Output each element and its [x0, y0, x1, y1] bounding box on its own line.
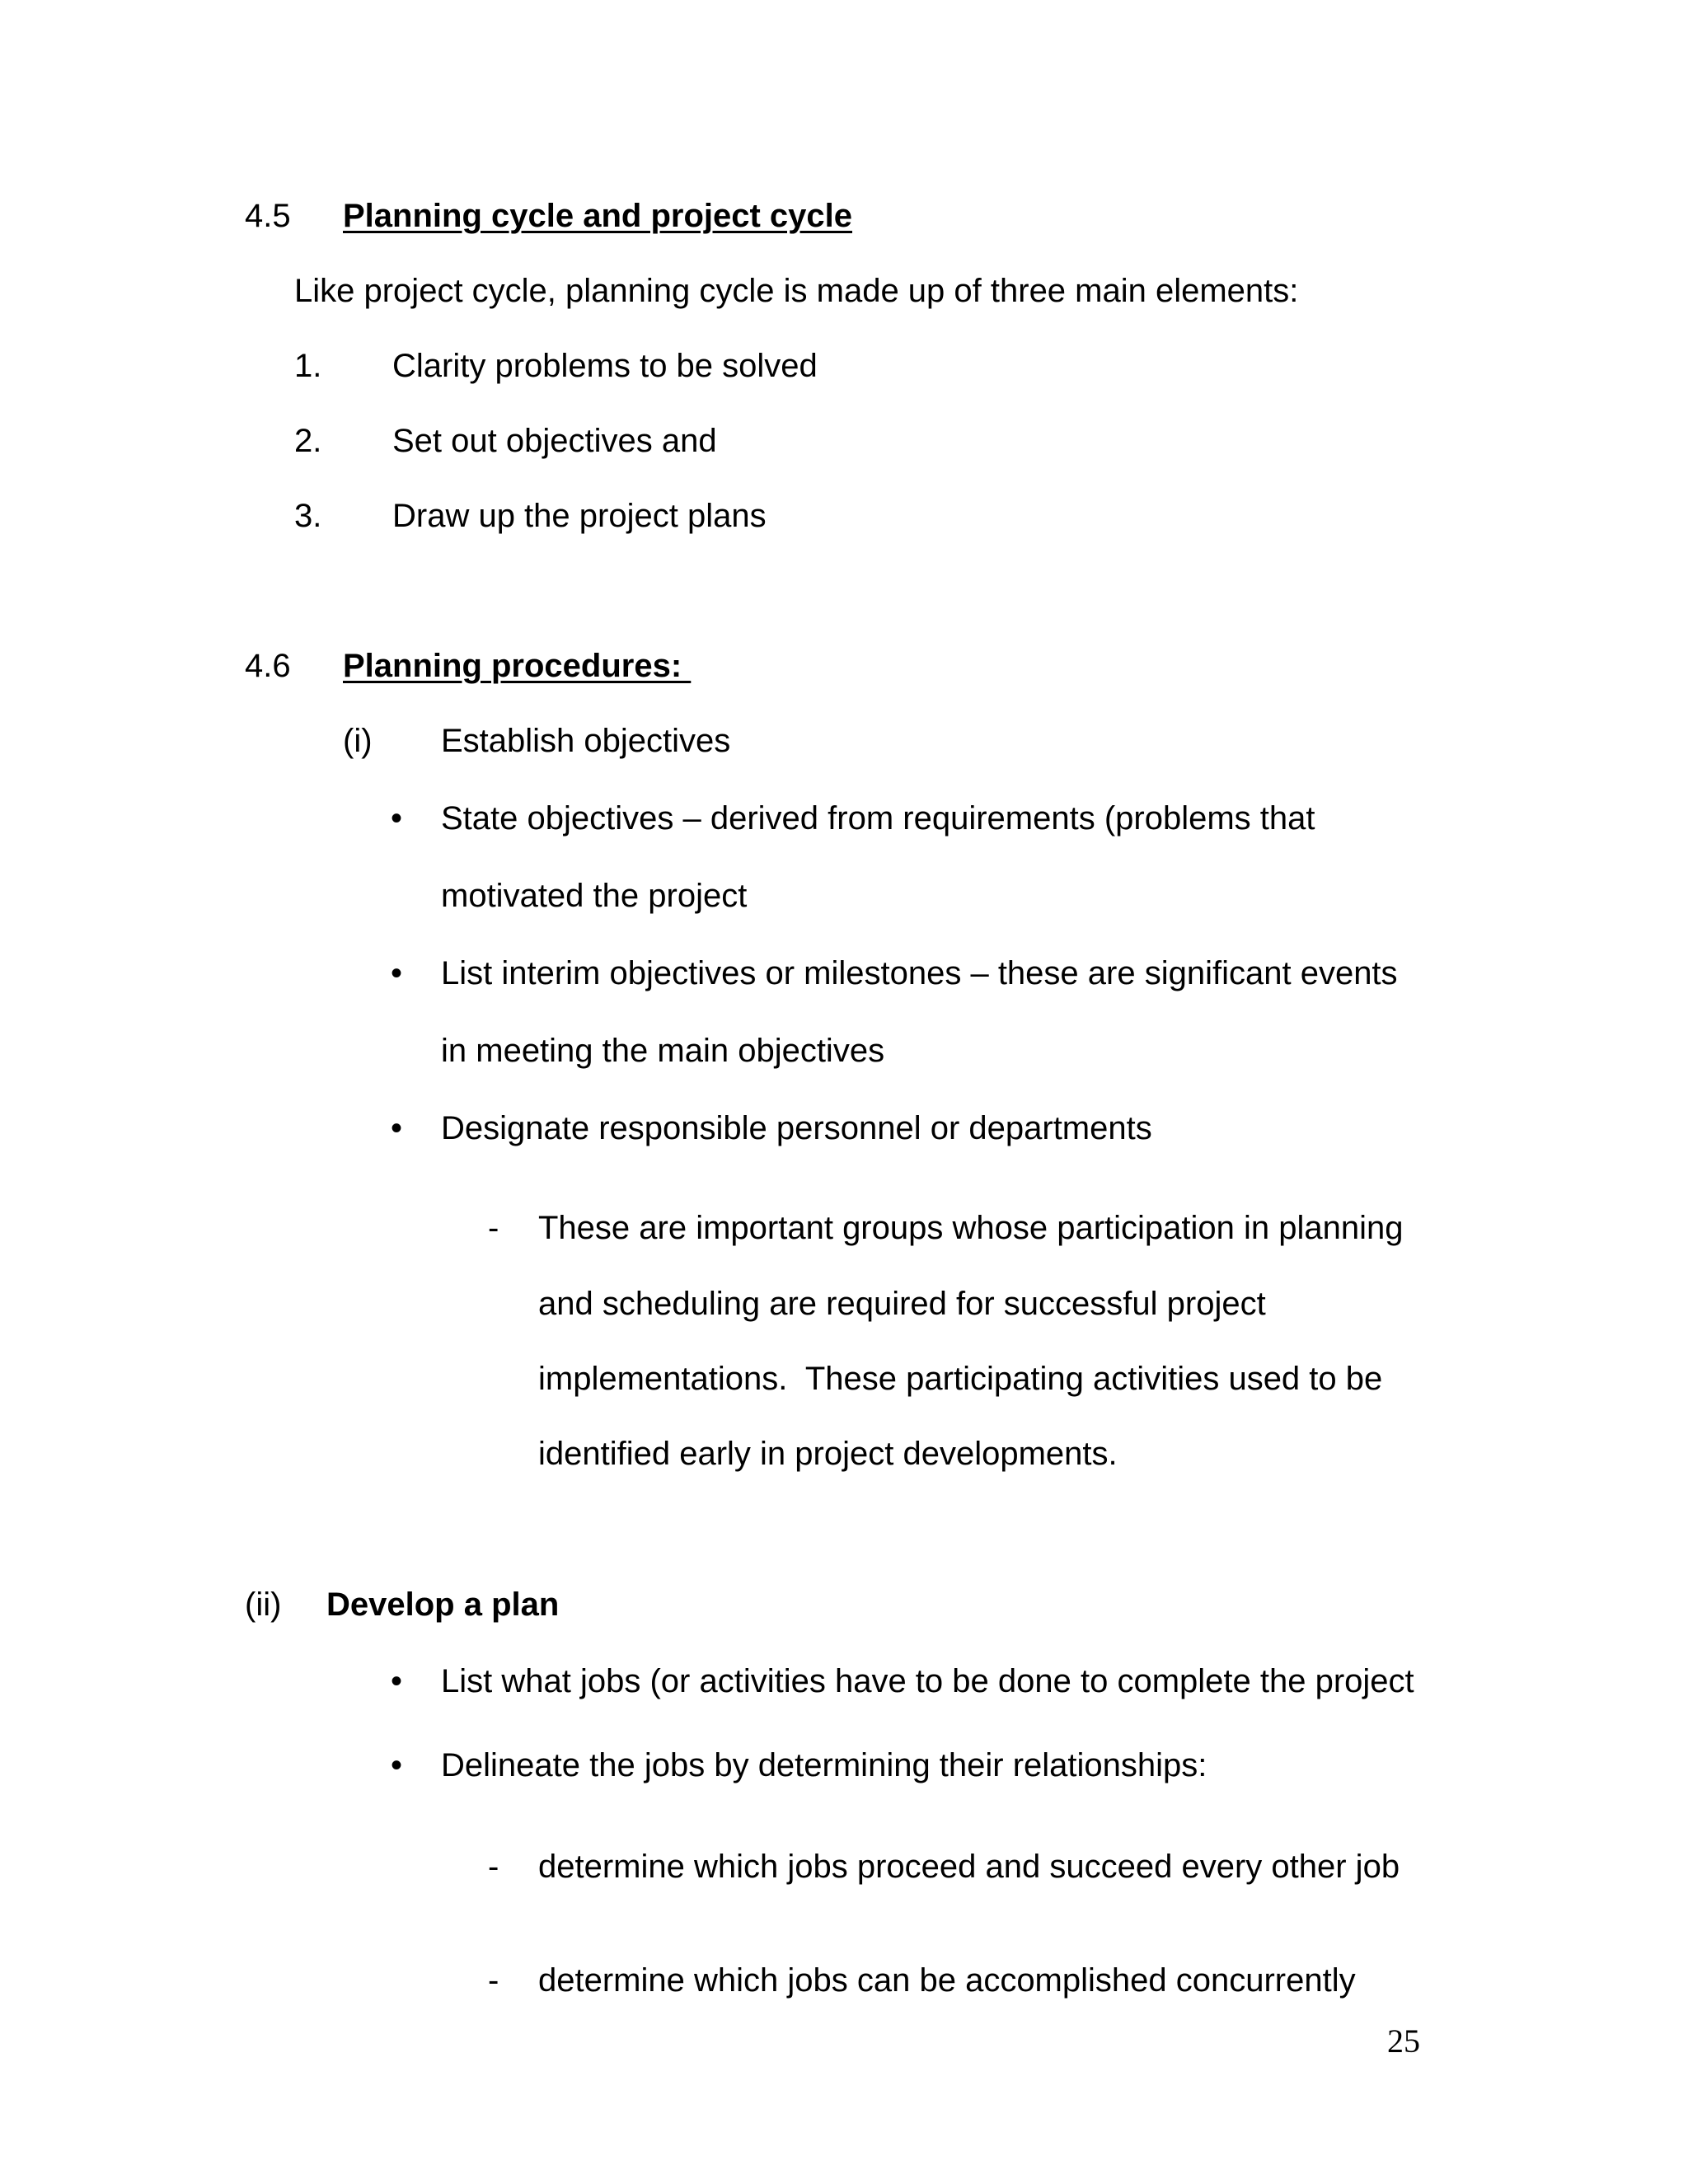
bullet-line: in meeting the main objectives: [441, 1033, 885, 1069]
list-item-marker: 1.: [294, 348, 322, 384]
step-ii-marker: (ii): [245, 1586, 282, 1623]
section-4-5-number: 4.5: [245, 198, 291, 234]
bullet-marker: •: [391, 955, 403, 991]
dash-line: implementations. These participating activities used to be: [538, 1361, 1383, 1397]
bullet-line: Designate responsible personnel or departments: [441, 1110, 1152, 1146]
section-4-5-intro: Like project cycle, planning cycle is made up of three main elements:: [294, 273, 1299, 309]
step-ii-title: Develop a plan: [326, 1586, 560, 1623]
dash-line: determine which jobs proceed and succeed every other job: [538, 1849, 1400, 1885]
section-4-6-heading: Planning procedures:: [343, 648, 692, 684]
section-4-5-heading: Planning cycle and project cycle: [343, 198, 853, 234]
bullet-marker: •: [391, 1747, 403, 1783]
list-item-marker: 3.: [294, 498, 322, 534]
bullet-line: motivated the project: [441, 878, 748, 914]
dash-marker: -: [488, 1962, 499, 1999]
bullet-marker: •: [391, 800, 403, 837]
page-number: 25: [1387, 2022, 1420, 2060]
bullet-line: Delineate the jobs by determining their relationships:: [441, 1747, 1207, 1783]
dash-marker: -: [488, 1849, 499, 1885]
dash-marker: -: [488, 1210, 499, 1246]
dash-line: determine which jobs can be accomplished concurrently: [538, 1962, 1356, 1999]
list-item: Clarity problems to be solved: [392, 348, 818, 384]
bullet-marker: •: [391, 1110, 403, 1146]
step-i-marker: (i): [343, 723, 373, 759]
dash-line: and scheduling are required for successful project: [538, 1286, 1266, 1322]
list-item-marker: 2.: [294, 423, 322, 459]
bullet-line: State objectives – derived from requirements (problems that: [441, 800, 1315, 837]
bullet-line: List interim objectives or milestones – these are significant events: [441, 955, 1398, 991]
dash-line: These are important groups whose participation in planning: [538, 1210, 1404, 1246]
dash-line: identified early in project developments.: [538, 1436, 1118, 1472]
list-item: Set out objectives and: [392, 423, 717, 459]
bullet-line: List what jobs (or activities have to be done to complete the project: [441, 1663, 1414, 1699]
section-4-6-number: 4.6: [245, 648, 291, 684]
list-item: Draw up the project plans: [392, 498, 767, 534]
step-i-title: Establish objectives: [441, 723, 731, 759]
bullet-marker: •: [391, 1663, 403, 1699]
